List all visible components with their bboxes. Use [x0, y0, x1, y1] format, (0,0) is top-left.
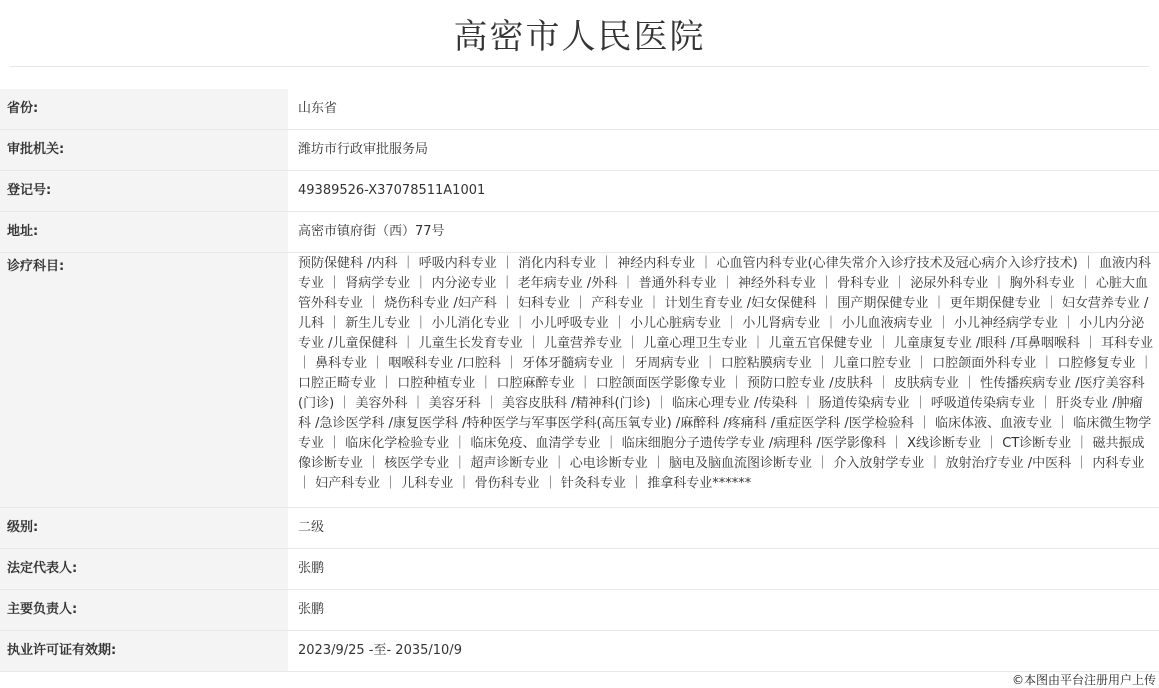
info-table	[0, 89, 1159, 672]
page-header	[10, 0, 1149, 67]
subjects-label: 诊疗科目:	[0, 253, 288, 508]
row-principal	[0, 590, 1159, 631]
principal-label: 主要负责人:	[0, 590, 288, 631]
row-authority	[0, 130, 1159, 171]
reg-no-value: 49389526-X37078511A1001	[288, 171, 1159, 212]
validity-value: 2023/9/25 -至- 2035/10/9	[288, 631, 1159, 672]
subjects-value: 预防保健科 /内科 ｜ 呼吸内科专业 ｜ 消化内科专业 ｜ 神经内科专业 ｜ 心血管内科专业(心律失常介入诊疗技术及冠心病介入诊疗技术) ｜ 血液内科专业 ｜ 肾病学专业 ｜ 内分泌专业 ｜ 老年病专业 /外科 ｜ 普通外科专业 ｜ 神经外科专业 ｜ 骨科专业 ｜ 泌尿外科专业 ｜ 胸外科专业 ｜ 心脏大血管外科专业 ｜ 烧伤科专业 /妇产科 ｜ 妇科专业 ｜ 产科专业 ｜ 计划生育专业 /妇女保健科 ｜ 围产期保健专业 ｜ 更年期保健专业 ｜ 妇女营养专业 /儿科 ｜ 新生儿专业 ｜ 小儿消化专业 ｜ 小儿呼吸专业 ｜ 小儿心脏病专业 ｜ 小儿肾病专业 ｜ 小儿血液病专业 ｜ 小儿神经病学专业 ｜ 小儿内分泌专业 /儿童保健科 ｜ 儿童生长发育专业 ｜ 儿童营养专业 ｜ 儿童心理卫生专业 ｜ 儿童五官保健专业 ｜ 儿童康复专业 /眼科 /耳鼻咽喉科 ｜ 耳科专业 ｜ 鼻科专业 ｜ 咽喉科专业 /口腔科 ｜ 牙体牙髓病专业 ｜ 牙周病专业 ｜ 口腔粘膜病专业 ｜ 儿童口腔专业 ｜ 口腔颌面外科专业 ｜ 口腔修复专业 ｜ 口腔正畸专业 ｜ 口腔种植专业 ｜ 口腔麻醉专业 ｜ 口腔颌面医学影像专业 ｜ 预防口腔专业 /皮肤科 ｜ 皮肤病专业 ｜ 性传播疾病专业 /医疗美容科(门诊) ｜ 美容外科 ｜ 美容牙科 ｜ 美容皮肤科 /精神科(门诊) ｜ 临床心理专业 /传染科 ｜ 肠道传染病专业 ｜ 呼吸道传染病专业 ｜ 肝炎专业 /肿瘤科 /急诊医学科 /康复医学科 /特种医学与军事医学科(高压氧专业) /麻醉科 /疼痛科 /重症医学科 /医学检验科 ｜ 临床体液、血液专业 ｜ 临床微生物学专业 ｜ 临床化学检验专业 ｜ 临床免疫、血清学专业 ｜ 临床细胞分子遗传学专业 /病理科 /医学影像科 ｜ X线诊断专业 ｜ CT诊断专业 ｜ 磁共振成像诊断专业 ｜ 核医学专业 ｜ 超声诊断专业 ｜ 心电诊断专业 ｜ 脑电及脑血流图诊断专业 ｜ 介入放射学专业 ｜ 放射治疗专业 /中医科 ｜ 内科专业 ｜ 妇产科专业 ｜ 儿科专业 ｜ 骨伤科专业 ｜ 针灸科专业 ｜ 推拿科专业******	[288, 253, 1159, 508]
row-legal-rep	[0, 549, 1159, 590]
level-label: 级别:	[0, 508, 288, 549]
authority-value: 潍坊市行政审批服务局	[288, 130, 1159, 171]
legal-rep-value: 张鹏	[288, 549, 1159, 590]
row-reg-no	[0, 171, 1159, 212]
legal-rep-label: 法定代表人:	[0, 549, 288, 590]
row-level	[0, 508, 1159, 549]
upload-credit: ©本图由平台注册用户上传	[1011, 673, 1156, 687]
validity-label: 执业许可证有效期:	[0, 631, 288, 672]
level-value: 二级	[288, 508, 1159, 549]
page-title: 高密市人民医院	[453, 16, 706, 57]
row-validity	[0, 631, 1159, 672]
row-province	[0, 89, 1159, 130]
address-label: 地址:	[0, 212, 288, 253]
province-label: 省份:	[0, 89, 288, 130]
reg-no-label: 登记号:	[0, 171, 288, 212]
row-subjects	[0, 253, 1159, 508]
principal-value: 张鹏	[288, 590, 1159, 631]
province-value: 山东省	[288, 89, 1159, 130]
address-value: 高密市镇府街（西）77号	[288, 212, 1159, 253]
row-address	[0, 212, 1159, 253]
authority-label: 审批机关:	[0, 130, 288, 171]
header-spacer	[0, 67, 1159, 89]
